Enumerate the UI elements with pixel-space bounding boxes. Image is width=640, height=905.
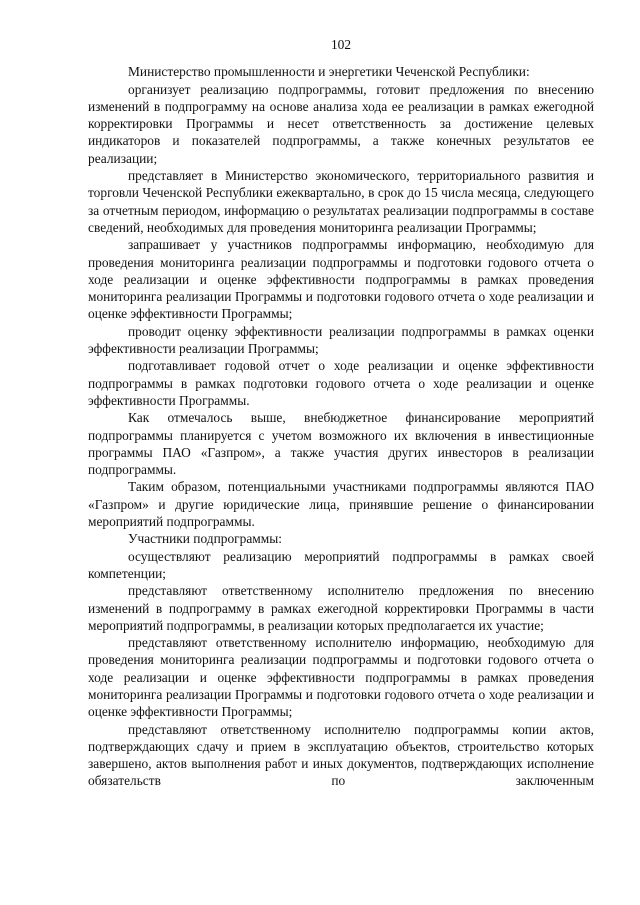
paragraph: представляет в Министерство экономического, территориального развития и торговли Чеченской Республики ежеквартально, в срок до 15 числа месяца, следующего за отчетным периодом, информацию о результатах реализации подпрограммы в составе сведений, необходимых для проведения мониторинга реализации Программы; bbox=[88, 168, 594, 235]
paragraph: Таким образом, потенциальными участниками подпрограммы являются ПАО «Газпром» и другие юридические лица, принявшие решение о финансировании мероприятий подпрограммы. bbox=[88, 479, 594, 530]
paragraph: Как отмечалось выше, внебюджетное финансирование мероприятий подпрограммы планируется с учетом возможного их включения в инвестиционные программы ПАО «Газпром», а также участия других инвесторов в реализации подпрограммы. bbox=[88, 410, 594, 478]
paragraph: Участники подпрограммы: bbox=[128, 531, 282, 547]
paragraph: запрашивает у участников подпрограммы информацию, необходимую для проведения мониторинга реализации подпрограммы и подготовки годового отчета о ходе реализации и оценке эффективности подпрограммы в рамках проведения мониторинга реализации Программы и подготовки годового отчета о ходе реализации и оценке эффективности Программы; bbox=[88, 237, 594, 322]
paragraph: Министерство промышленности и энергетики Чеченской Республики: bbox=[128, 64, 530, 80]
paragraph: представляют ответственному исполнителю информацию, необходимую для проведения мониторинга реализации подпрограммы и подготовки годового отчета о ходе реализации и оценке эффективности подпрограммы в рамках проведения мониторинга реализации Программы и подготовки годового отчета о ходе реализации и оценке эффективности Программы; bbox=[88, 635, 594, 720]
page-number: 102 bbox=[330, 37, 352, 52]
paragraph: осуществляют реализацию мероприятий подпрограммы в рамках своей компетенции; bbox=[88, 548, 594, 581]
document-page bbox=[88, 36, 594, 790]
paragraph: организует реализацию подпрограммы, готовит предложения по внесению изменений в подпрограмму на основе анализа хода ее реализации в рамках ежегодной корректировки Программы и несет ответственность за достижение целевых индикаторов и показателей подпрограммы, а также конечных результатов ее реализации; bbox=[88, 81, 594, 166]
paragraph: представляют ответственному исполнителю предложения по внесению изменений в подпрограмму в рамках ежегодной корректировки Программы в части мероприятий подпрограммы, в реализации которых предполагается их участие; bbox=[88, 583, 594, 633]
paragraph: подготавливает годовой отчет о ходе реализации и оценке эффективности подпрограммы в рамках подготовки годового отчета о ходе реализации и оценке эффективности Программы. bbox=[88, 358, 594, 408]
paragraph: проводит оценку эффективности реализации подпрограммы в рамках оценки эффективности реализации Программы; bbox=[88, 323, 594, 357]
paragraph: представляют ответственному исполнителю подпрограммы копии актов, подтверждающих сдачу и прием в эксплуатацию объектов, строительство которых завершено, актов выполнения работ и иных документов, подтверждающих исполнение обязательств по заключенным bbox=[88, 721, 594, 789]
